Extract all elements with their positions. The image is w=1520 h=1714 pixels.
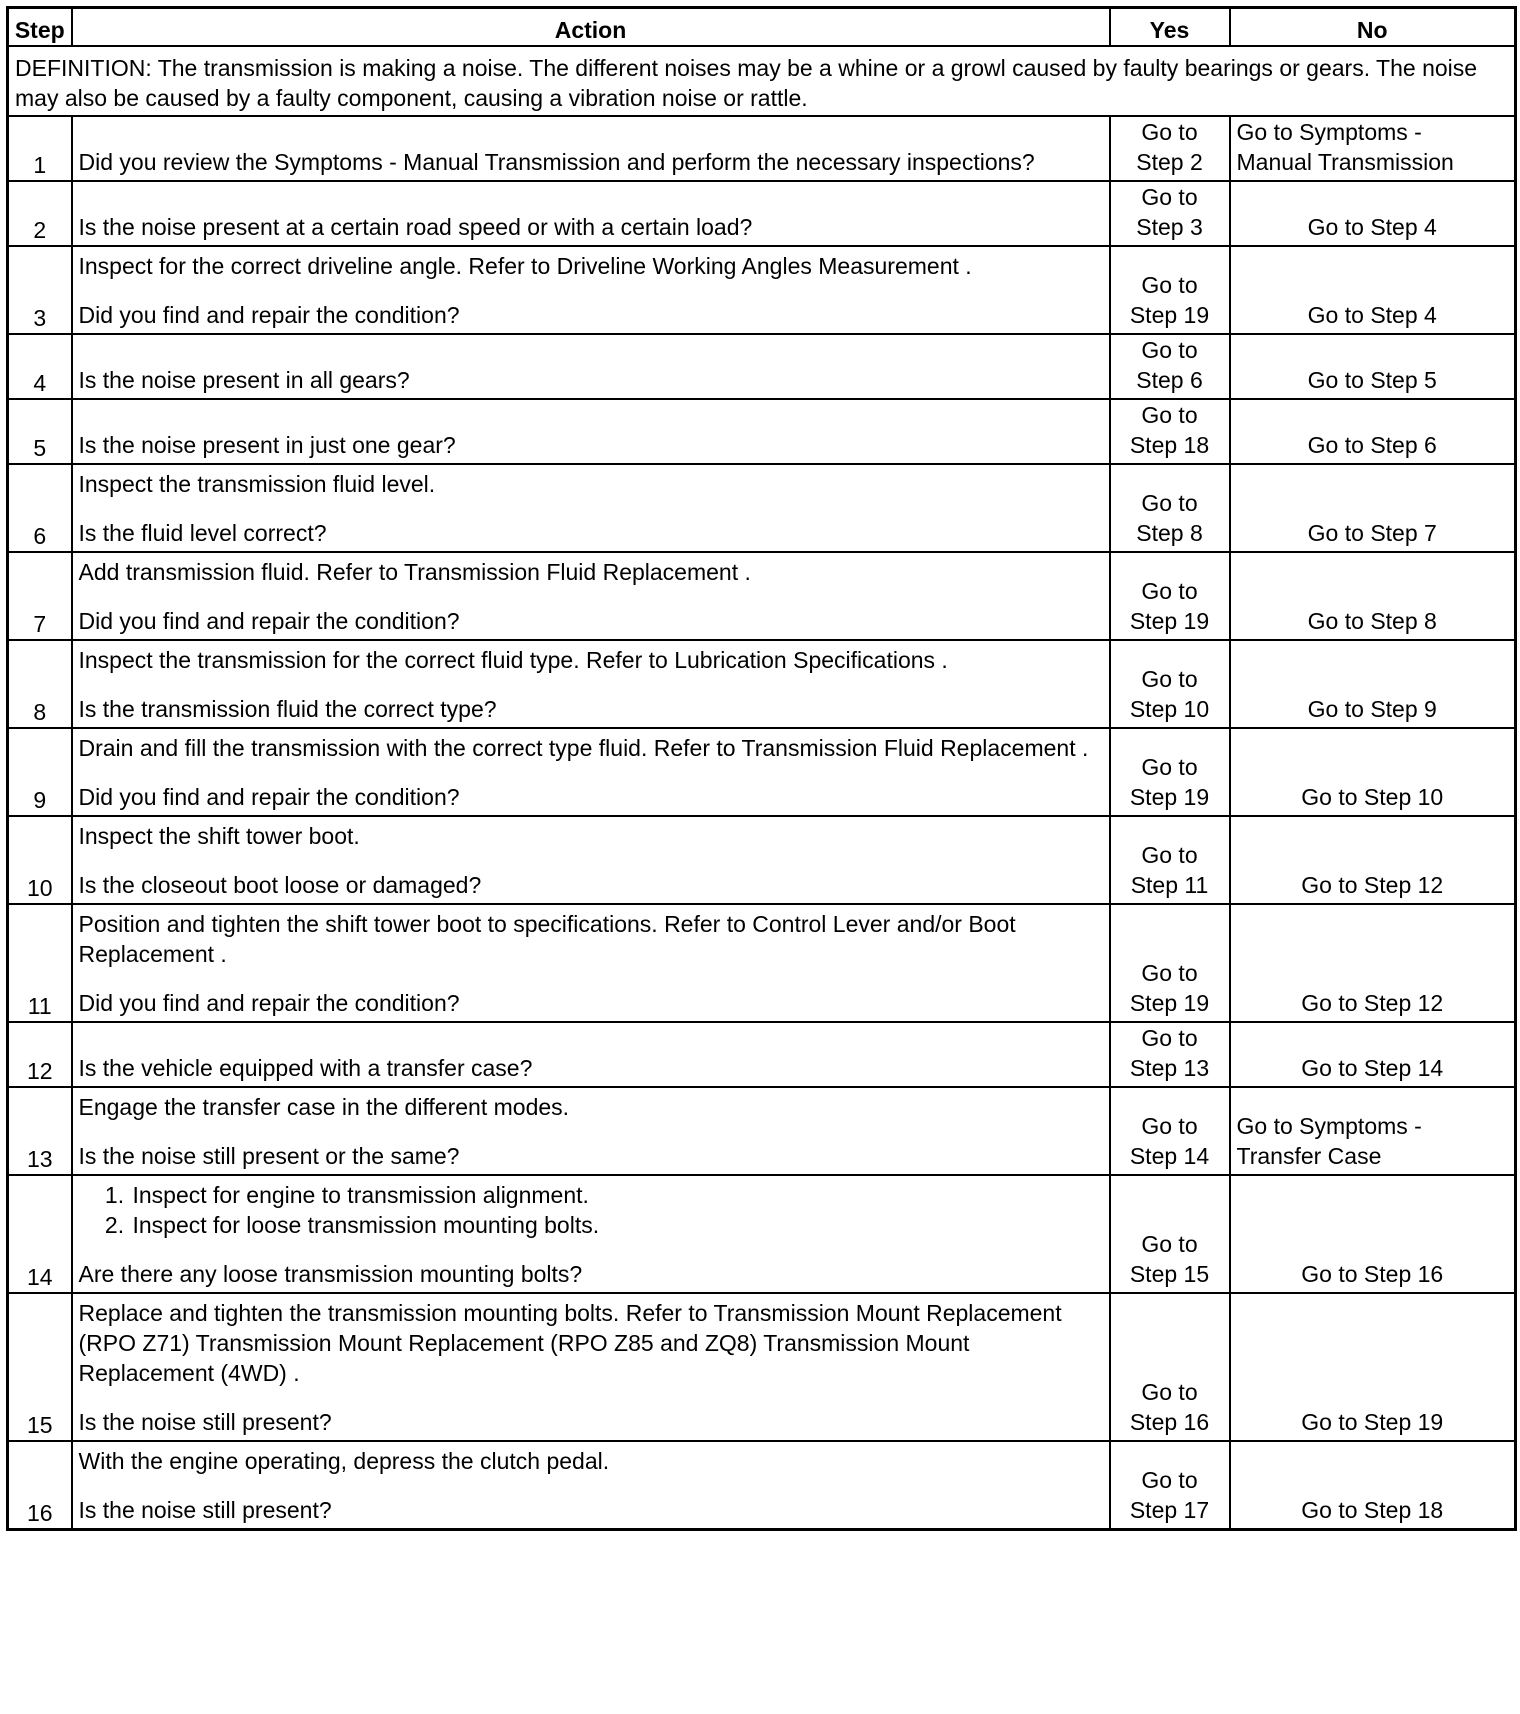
yes-text: Go to xyxy=(1141,337,1198,363)
yes-cell xyxy=(1110,728,1230,816)
step-number: 9 xyxy=(8,728,72,816)
yes-text: Go to xyxy=(1141,842,1198,868)
yes-cell xyxy=(1110,904,1230,1022)
action-text: Drain and fill the transmission with the correct type fluid. Refer to Transmission Fluid Replacement . xyxy=(78,735,1089,761)
action-cell xyxy=(72,552,1110,640)
action-question: Is the transmission fluid the correct type? xyxy=(78,696,497,722)
header-no: No xyxy=(1230,8,1516,47)
table-row xyxy=(8,1441,1516,1530)
action-question: Did you find and repair the condition? xyxy=(78,990,460,1016)
no-text: Go to Step 7 xyxy=(1307,520,1437,546)
yes-text: Go to xyxy=(1141,402,1198,428)
action-cell xyxy=(72,640,1110,728)
yes-text: Go to xyxy=(1141,1231,1198,1257)
yes-text: Step 19 xyxy=(1129,302,1210,328)
yes-text: Step 2 xyxy=(1136,149,1203,175)
step-number: 7 xyxy=(8,552,72,640)
table-row xyxy=(8,464,1516,552)
table-row xyxy=(8,334,1516,399)
action-cell xyxy=(72,464,1110,552)
table-row xyxy=(8,904,1516,1022)
table-row xyxy=(8,1087,1516,1175)
no-text: Go to Step 16 xyxy=(1301,1261,1444,1287)
no-text: Go to Step 4 xyxy=(1307,214,1437,240)
action-question: Did you find and repair the condition? xyxy=(78,784,460,810)
action-text: Position and tighten the shift tower boot to specifications. Refer to Control Lever and/or Boot Replacement . xyxy=(78,911,1016,967)
no-cell xyxy=(1230,1175,1516,1293)
no-text: Go to Symptoms - xyxy=(1236,1113,1422,1139)
no-text: Go to Step 12 xyxy=(1301,990,1444,1016)
no-text: Manual Transmission xyxy=(1236,149,1454,175)
step-number: 2 xyxy=(8,181,72,246)
yes-cell xyxy=(1110,1022,1230,1087)
yes-text: Go to xyxy=(1141,1113,1198,1139)
no-text: Go to Symptoms - xyxy=(1236,119,1422,145)
no-cell xyxy=(1230,464,1516,552)
no-cell xyxy=(1230,816,1516,904)
yes-cell xyxy=(1110,464,1230,552)
table-row xyxy=(8,1293,1516,1441)
yes-text: Step 19 xyxy=(1129,784,1210,810)
action-text: With the engine operating, depress the clutch pedal. xyxy=(78,1448,610,1474)
table-row xyxy=(8,399,1516,464)
step-number: 11 xyxy=(8,904,72,1022)
yes-cell xyxy=(1110,1175,1230,1293)
yes-cell xyxy=(1110,816,1230,904)
action-list-item: 2. Inspect for loose transmission mounting bolts. xyxy=(131,1210,1103,1240)
yes-text: Go to xyxy=(1141,754,1198,780)
no-text: Go to Step 6 xyxy=(1307,432,1437,458)
action-text: Replace and tighten the transmission mounting bolts. Refer to Transmission Mount Replacement (RPO Z71) Transmission Mount Replacement (RPO Z85 and ZQ8) Transmission Mount Replacement (4WD) . xyxy=(78,1300,1062,1386)
no-cell xyxy=(1230,116,1516,181)
action-text: Inspect the shift tower boot. xyxy=(78,823,360,849)
step-number: 12 xyxy=(8,1022,72,1087)
action-text: Is the noise present at a certain road speed or with a certain load? xyxy=(78,214,753,240)
action-text: Add transmission fluid. Refer to Transmission Fluid Replacement . xyxy=(78,559,751,585)
step-number: 3 xyxy=(8,246,72,334)
no-cell xyxy=(1230,246,1516,334)
step-number: 13 xyxy=(8,1087,72,1175)
action-cell xyxy=(72,1022,1110,1087)
action-question: Is the fluid level correct? xyxy=(78,520,327,546)
no-text: Transfer Case xyxy=(1236,1143,1382,1169)
action-text: Inspect for the correct driveline angle. Refer to Driveline Working Angles Measurement . xyxy=(78,253,972,279)
step-number: 4 xyxy=(8,334,72,399)
no-cell xyxy=(1230,399,1516,464)
action-cell xyxy=(72,1293,1110,1441)
action-text: Inspect the transmission fluid level. xyxy=(78,471,436,497)
action-cell xyxy=(72,904,1110,1022)
no-cell xyxy=(1230,1087,1516,1175)
yes-text: Go to xyxy=(1141,119,1198,145)
action-text: Did you review the Symptoms - Manual Transmission and perform the necessary inspections? xyxy=(78,149,1035,175)
definition-row xyxy=(8,46,1516,116)
action-question: Are there any loose transmission mounting bolts? xyxy=(78,1261,583,1287)
no-cell xyxy=(1230,1293,1516,1441)
action-cell xyxy=(72,1441,1110,1530)
table-row xyxy=(8,1175,1516,1293)
action-cell xyxy=(72,816,1110,904)
action-question: Is the closeout boot loose or damaged? xyxy=(78,872,482,898)
yes-cell xyxy=(1110,1441,1230,1530)
yes-text: Step 13 xyxy=(1129,1055,1210,1081)
yes-text: Step 8 xyxy=(1136,520,1203,546)
no-cell xyxy=(1230,181,1516,246)
action-cell xyxy=(72,728,1110,816)
no-text: Go to Step 8 xyxy=(1307,608,1437,634)
no-cell xyxy=(1230,904,1516,1022)
table-row xyxy=(8,640,1516,728)
action-question: Is the noise still present or the same? xyxy=(78,1143,460,1169)
action-cell xyxy=(72,1087,1110,1175)
action-question: Did you find and repair the condition? xyxy=(78,608,460,634)
table-row xyxy=(8,1022,1516,1087)
table-header xyxy=(8,8,1516,47)
action-cell xyxy=(72,399,1110,464)
yes-cell xyxy=(1110,1293,1230,1441)
yes-text: Go to xyxy=(1141,578,1198,604)
no-cell xyxy=(1230,334,1516,399)
no-text: Go to Step 19 xyxy=(1301,1409,1444,1435)
no-text: Go to Step 5 xyxy=(1307,367,1437,393)
no-cell xyxy=(1230,552,1516,640)
yes-cell xyxy=(1110,116,1230,181)
action-question: Did you find and repair the condition? xyxy=(78,302,460,328)
diagnostic-table xyxy=(6,6,1517,1531)
no-text: Go to Step 4 xyxy=(1307,302,1437,328)
no-cell xyxy=(1230,640,1516,728)
yes-cell xyxy=(1110,399,1230,464)
table-row xyxy=(8,816,1516,904)
table-row xyxy=(8,116,1516,181)
yes-text: Go to xyxy=(1141,1025,1198,1051)
step-number: 15 xyxy=(8,1293,72,1441)
action-cell xyxy=(72,246,1110,334)
action-cell xyxy=(72,181,1110,246)
action-text: Is the noise present in just one gear? xyxy=(78,432,456,458)
no-text: Go to Step 12 xyxy=(1301,872,1444,898)
yes-text: Step 10 xyxy=(1129,696,1210,722)
yes-cell xyxy=(1110,334,1230,399)
step-number: 1 xyxy=(8,116,72,181)
action-question: Is the noise still present? xyxy=(78,1497,332,1523)
action-question: Is the noise still present? xyxy=(78,1409,332,1435)
no-text: Go to Step 14 xyxy=(1301,1055,1444,1081)
yes-text: Go to xyxy=(1141,666,1198,692)
yes-text: Step 15 xyxy=(1129,1261,1210,1287)
action-cell xyxy=(72,334,1110,399)
yes-text: Go to xyxy=(1141,490,1198,516)
action-text: Is the noise present in all gears? xyxy=(78,367,410,393)
no-cell xyxy=(1230,1022,1516,1087)
no-text: Go to Step 18 xyxy=(1301,1497,1444,1523)
step-number: 10 xyxy=(8,816,72,904)
yes-cell xyxy=(1110,552,1230,640)
action-cell xyxy=(72,116,1110,181)
yes-text: Step 19 xyxy=(1129,990,1210,1016)
yes-text: Step 11 xyxy=(1130,872,1209,898)
step-number: 14 xyxy=(8,1175,72,1293)
no-text: Go to Step 10 xyxy=(1301,784,1444,810)
yes-text: Step 17 xyxy=(1129,1497,1210,1523)
action-cell xyxy=(72,1175,1110,1293)
yes-text: Step 18 xyxy=(1129,432,1210,458)
action-text: Engage the transfer case in the different modes. xyxy=(78,1094,570,1120)
step-number: 5 xyxy=(8,399,72,464)
table-row xyxy=(8,552,1516,640)
step-number: 16 xyxy=(8,1441,72,1530)
table-row xyxy=(8,728,1516,816)
yes-cell xyxy=(1110,181,1230,246)
table-row xyxy=(8,246,1516,334)
yes-text: Step 6 xyxy=(1136,367,1203,393)
action-text: Is the vehicle equipped with a transfer case? xyxy=(78,1055,533,1081)
yes-text: Step 14 xyxy=(1129,1143,1210,1169)
header-action: Action xyxy=(72,8,1110,47)
header-yes: Yes xyxy=(1110,8,1230,47)
no-cell xyxy=(1230,1441,1516,1530)
yes-text: Step 19 xyxy=(1129,608,1210,634)
no-text: Go to Step 9 xyxy=(1307,696,1437,722)
yes-text: Go to xyxy=(1141,1467,1198,1493)
yes-text: Go to xyxy=(1141,1379,1198,1405)
step-number: 8 xyxy=(8,640,72,728)
yes-text: Go to xyxy=(1141,272,1198,298)
action-list-item: 1. Inspect for engine to transmission alignment. xyxy=(131,1180,1103,1210)
yes-text: Step 3 xyxy=(1136,214,1203,240)
yes-text: Step 16 xyxy=(1129,1409,1210,1435)
yes-cell xyxy=(1110,1087,1230,1175)
yes-cell xyxy=(1110,246,1230,334)
action-list xyxy=(79,1180,1103,1240)
action-text: Inspect the transmission for the correct fluid type. Refer to Lubrication Specifications . xyxy=(78,647,948,673)
no-cell xyxy=(1230,728,1516,816)
header-step: Step xyxy=(8,8,72,47)
step-number: 6 xyxy=(8,464,72,552)
table-body xyxy=(8,46,1516,1530)
yes-text: Go to xyxy=(1141,960,1198,986)
yes-cell xyxy=(1110,640,1230,728)
header-row xyxy=(8,8,1516,47)
yes-text: Go to xyxy=(1141,184,1198,210)
definition-text: DEFINITION: The transmission is making a noise. The different noises may be a whine or a growl caused by faulty bearings or gears. The noise may also be caused by a faulty component, causing a vibration noise or rattle. xyxy=(8,46,1516,116)
table-row xyxy=(8,181,1516,246)
